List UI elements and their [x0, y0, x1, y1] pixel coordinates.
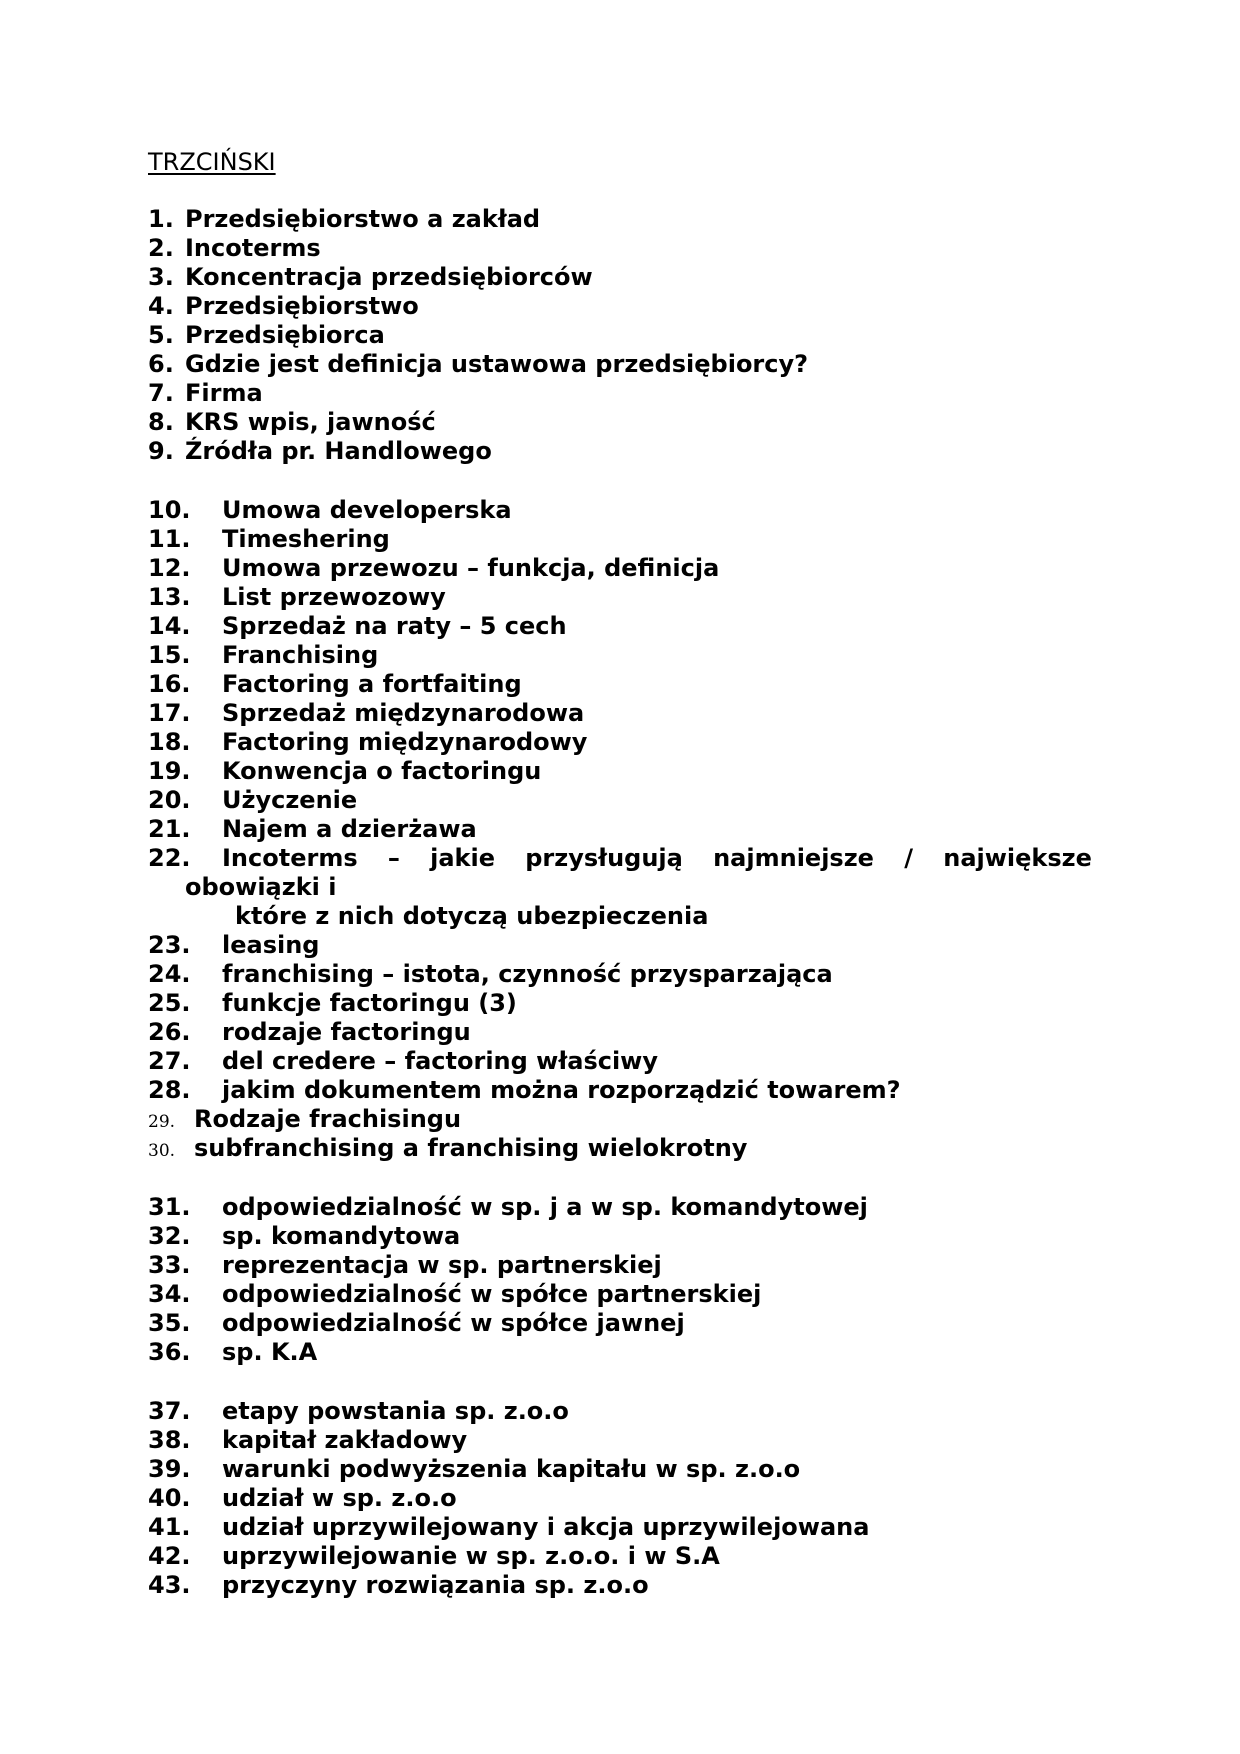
item-number: 28.	[148, 1076, 191, 1104]
item-text: Factoring a fortfaiting	[222, 670, 522, 698]
item-text: jakim dokumentem można rozporządzić towarem?	[222, 1076, 901, 1104]
item-number: 19.	[148, 757, 191, 785]
document-title: TRZCIŃSKI	[148, 148, 276, 176]
item-number: 35.	[148, 1309, 191, 1337]
item-text: reprezentacja w sp. partnerskiej	[222, 1251, 662, 1279]
item-number: 12.	[148, 554, 191, 582]
item-number: 7.	[148, 379, 174, 407]
item-number: 8.	[148, 408, 174, 436]
item-number: 18.	[148, 728, 191, 756]
item-number: 34.	[148, 1280, 191, 1308]
item-number: 41.	[148, 1513, 191, 1541]
item-text: Sprzedaż na raty – 5 cech	[222, 612, 567, 640]
item-number: 20.	[148, 786, 191, 814]
item-number: 27.	[148, 1047, 191, 1075]
item-text: Najem a dzierżawa	[222, 815, 477, 843]
item-text: Umowa developerska	[222, 496, 512, 524]
item-text: odpowiedzialność w spółce partnerskiej	[222, 1280, 762, 1308]
item-number: 1.	[148, 205, 174, 233]
item-word: najmniejsze	[713, 844, 874, 872]
item-number: 39.	[148, 1455, 191, 1483]
item-text: franchising – istota, czynność przysparzająca	[222, 960, 833, 988]
item-number: 36.	[148, 1338, 191, 1366]
item-text: kapitał zakładowy	[222, 1426, 468, 1454]
item-text: Umowa przewozu – funkcja, definicja	[222, 554, 720, 582]
item-text: del credere – factoring właściwy	[222, 1047, 658, 1075]
item-number: 3.	[148, 263, 174, 291]
item-continuation: obowiązki i	[185, 873, 337, 901]
item-number: 30.	[148, 1141, 176, 1161]
item-text: Rodzaje frachisingu	[194, 1105, 462, 1133]
item-text: KRS wpis, jawność	[185, 408, 436, 436]
item-text: Przedsiębiorca	[185, 321, 385, 349]
item-text: udział w sp. z.o.o	[222, 1484, 457, 1512]
item-text: Incoterms	[185, 234, 321, 262]
item-number: 15.	[148, 641, 191, 669]
item-text: Franchising	[222, 641, 379, 669]
item-number: 40.	[148, 1484, 191, 1512]
item-number: 42.	[148, 1542, 191, 1570]
item-text: Źródła pr. Handlowego	[185, 437, 492, 465]
item-number: 6.	[148, 350, 174, 378]
item-number: 22.	[148, 844, 191, 872]
item-text: sp. K.A	[222, 1338, 318, 1366]
item-number: 24.	[148, 960, 191, 988]
item-text: Sprzedaż międzynarodowa	[222, 699, 585, 727]
item-word: /	[904, 844, 913, 872]
item-text: Gdzie jest definicja ustawowa przedsiębiorcy?	[185, 350, 809, 378]
item-text: leasing	[222, 931, 320, 959]
item-number: 29.	[148, 1112, 176, 1132]
item-word: Incoterms	[222, 844, 358, 872]
item-number: 26.	[148, 1018, 191, 1046]
item-number: 32.	[148, 1222, 191, 1250]
item-word: przysługują	[525, 844, 683, 872]
item-number: 9.	[148, 437, 174, 465]
item-number: 37.	[148, 1397, 191, 1425]
item-word: –	[387, 844, 400, 872]
item-text: Factoring międzynarodowy	[222, 728, 588, 756]
item-number: 10.	[148, 496, 191, 524]
item-text: funkcje factoringu (3)	[222, 989, 517, 1017]
item-number: 31.	[148, 1193, 191, 1221]
item-text-justified	[222, 844, 1092, 873]
item-number: 23.	[148, 931, 191, 959]
item-text: uprzywilejowanie w sp. z.o.o. i w S.A	[222, 1542, 720, 1570]
list-item	[0, 844, 1240, 873]
item-number: 2.	[148, 234, 174, 262]
item-text: Konwencja o factoringu	[222, 757, 542, 785]
item-text: warunki podwyższenia kapitału w sp. z.o.o	[222, 1455, 801, 1483]
item-text: Przedsiębiorstwo a zakład	[185, 205, 541, 233]
item-number: 17.	[148, 699, 191, 727]
item-number: 14.	[148, 612, 191, 640]
item-text: Koncentracja przedsiębiorców	[185, 263, 593, 291]
item-text: odpowiedzialność w spółce jawnej	[222, 1309, 685, 1337]
item-text: przyczyny rozwiązania sp. z.o.o	[222, 1571, 649, 1599]
item-number: 13.	[148, 583, 191, 611]
item-text: Firma	[185, 379, 263, 407]
item-text: subfranchising a franchising wielokrotny	[194, 1134, 748, 1162]
item-word: największe	[943, 844, 1092, 872]
item-text: List przewozowy	[222, 583, 446, 611]
item-number: 11.	[148, 525, 191, 553]
item-number: 4.	[148, 292, 174, 320]
item-text: Przedsiębiorstwo	[185, 292, 419, 320]
item-number: 21.	[148, 815, 191, 843]
item-number: 38.	[148, 1426, 191, 1454]
item-number: 25.	[148, 989, 191, 1017]
item-text: etapy powstania sp. z.o.o	[222, 1397, 569, 1425]
item-number: 16.	[148, 670, 191, 698]
item-number: 5.	[148, 321, 174, 349]
item-text: rodzaje factoringu	[222, 1018, 471, 1046]
item-text: Timeshering	[222, 525, 390, 553]
item-text: Użyczenie	[222, 786, 358, 814]
item-word: jakie	[430, 844, 495, 872]
item-continuation: które z nich dotyczą ubezpieczenia	[235, 902, 709, 930]
item-number: 33.	[148, 1251, 191, 1279]
item-text: udział uprzywilejowany i akcja uprzywilejowana	[222, 1513, 870, 1541]
item-text: odpowiedzialność w sp. j a w sp. komandytowej	[222, 1193, 868, 1221]
item-number: 43.	[148, 1571, 191, 1599]
item-text: sp. komandytowa	[222, 1222, 461, 1250]
